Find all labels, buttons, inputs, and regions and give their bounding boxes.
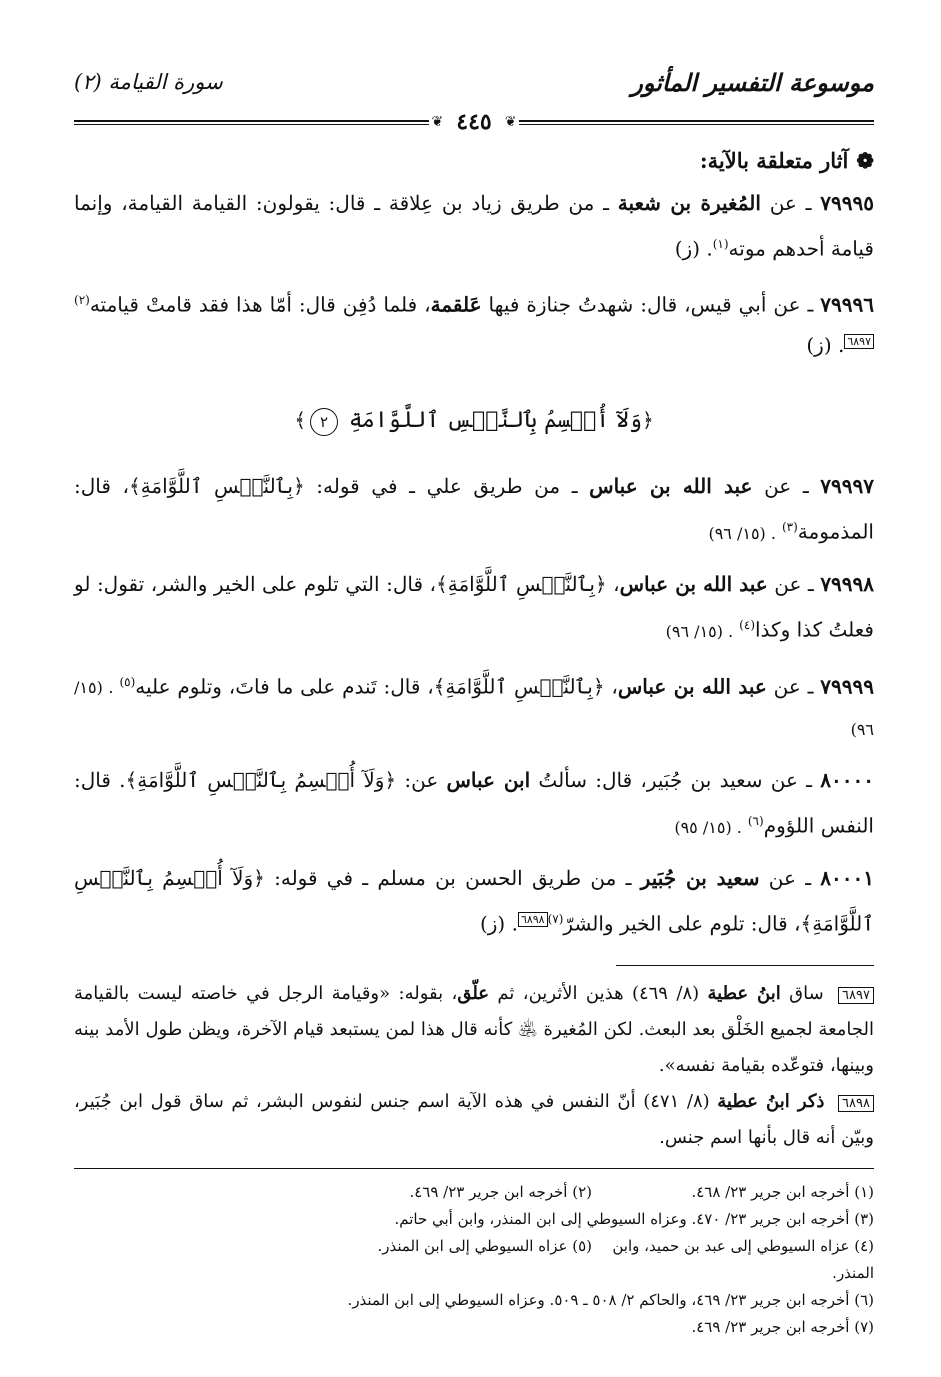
footnote-7: (٧) أخرجه ابن جرير ٢٣/ ٤٦٩. bbox=[691, 1317, 874, 1336]
header-line-right bbox=[519, 120, 874, 125]
flower-icon: ❁ bbox=[856, 148, 874, 173]
book-title: موسوعة التفسير المأثور bbox=[631, 68, 874, 97]
footnote-marker: (٣) bbox=[781, 520, 798, 535]
athar-tail: . (ز) bbox=[479, 911, 518, 936]
footnote-marker: (٢) bbox=[74, 292, 90, 307]
page-header bbox=[74, 60, 874, 135]
athar-number: ٧٩٩٩٦ bbox=[820, 292, 874, 317]
note-text bbox=[824, 1091, 832, 1112]
narrator-name: ابن عباس bbox=[446, 768, 531, 793]
athar-number: ٨٠٠٠٠ bbox=[820, 768, 874, 793]
verse-quote: ﴿بِٱلنَّفۡسِ ٱللَّوَّامَةِ﴾ bbox=[128, 474, 305, 499]
athar-text: ـ عن سعيد بن جُبَير، قال: سألتُ bbox=[530, 768, 821, 793]
surah-title: سورة القيامة (٢) bbox=[74, 70, 223, 94]
note-number-box: ٦٨٩٧ bbox=[838, 987, 874, 1004]
ornament-icon: ❦ bbox=[431, 114, 444, 130]
athar-text: ـ عن bbox=[767, 571, 821, 596]
verse-quote: ﴿وَلَآ أُقۡسِمُ بِٱلنَّفۡسِ ٱللَّوَّامَةِ﴾ bbox=[74, 865, 874, 936]
footnote-marker: (٧) bbox=[547, 911, 564, 926]
verse-close-bracket: ﴾ bbox=[294, 408, 307, 433]
volume-page-ref: . (١٥/ ٩٦) bbox=[708, 523, 776, 543]
ornament-icon: ❦ bbox=[504, 114, 517, 130]
athar-text: ـ من طريق علي ـ في قوله: bbox=[304, 474, 590, 499]
athar-text: ، قال: تَندم على ما فاتَ، وتلوم عليه bbox=[135, 674, 434, 699]
athar-text: ، bbox=[606, 571, 620, 596]
commentary-note bbox=[74, 1084, 874, 1156]
note-reference-box: ٦٨٩٧ bbox=[844, 334, 874, 349]
narrator-name: سعيد بن جُبَير bbox=[640, 865, 760, 890]
scholar-name: ذكر ابنُ عطية bbox=[717, 1090, 825, 1112]
athar-text: . قال: النفس اللؤوم bbox=[74, 768, 874, 838]
note-text: ، بقوله: «وقيامة الرجل في خاصته ليست بالقيامة الجامعة لجميع الخَلْق بعد البعث. لكن المُغيرة ﵁ كأنه قال هذا لمن يستبعد قيام الآخرة، ويظن طول الأمد بينه وبينها، فتوعّده بقيامة نفسه». bbox=[74, 982, 874, 1076]
athar-text: ، قال: المذمومة bbox=[74, 474, 874, 544]
note-text: (٨/ ٤٦٩) هذين الأثرين، ثم bbox=[489, 982, 708, 1004]
scholar-name: ابنُ عطية bbox=[707, 982, 781, 1004]
athar-text: ـ عن bbox=[766, 674, 821, 699]
verse-open-bracket: ﴿ bbox=[641, 408, 654, 433]
athar-paragraph bbox=[74, 760, 874, 848]
athar-text: ـ عن bbox=[752, 474, 821, 499]
note-text: (٨/ ٤٧١) أنّ النفس في هذه الآية اسم جنس لنفوس البشر، ثم ساق قول ابن جُبَير، وبيّن أنه قال بأنها اسم جنس. bbox=[74, 1090, 874, 1148]
quran-verse bbox=[74, 408, 874, 436]
page-number: ٤٤٥ bbox=[456, 109, 492, 135]
note-emphasis: علّق bbox=[457, 982, 490, 1004]
athar-paragraph bbox=[74, 662, 874, 751]
verse-number: ٢ bbox=[310, 408, 338, 436]
athar-text: ـ عن أبي قيس، قال: شهدتُ جنازة فيها bbox=[481, 292, 821, 317]
volume-page-ref: . (١٥/ ٩٥) bbox=[674, 817, 742, 837]
athar-tail: . (ز) bbox=[806, 333, 845, 358]
section-title bbox=[74, 148, 874, 173]
athar-text: ـ عن bbox=[759, 865, 821, 890]
volume-page-ref: . (١٥/ ٩٦) bbox=[665, 621, 734, 641]
footnote-1: (١) أخرجه ابن جرير ٢٣/ ٤٦٨. bbox=[691, 1182, 874, 1201]
footnotes-separator bbox=[74, 1168, 874, 1169]
footnote-3: (٣) أخرجه ابن جرير ٢٣/ ٤٧٠. وعزاه السيوطي إلى ابن المنذر، وابن أبي حاتم. bbox=[394, 1209, 874, 1228]
athar-number: ٧٩٩٩٧ bbox=[820, 474, 874, 499]
footnote-row bbox=[74, 1233, 874, 1287]
verse-text: وَلَآ أُقۡسِمُ بِٱلنَّفۡسِ ٱللَّوَّامَةِ bbox=[349, 408, 642, 434]
athar-paragraph bbox=[74, 183, 874, 270]
note-text: ساق bbox=[780, 982, 833, 1004]
commentary-note bbox=[74, 976, 874, 1084]
footnotes bbox=[74, 1179, 874, 1341]
notes-separator bbox=[616, 965, 874, 966]
narrator-name: عبد الله بن عباس bbox=[617, 674, 767, 699]
athar-number: ٨٠٠٠١ bbox=[820, 865, 875, 890]
athar-text: ـ من طريق الحسن بن مسلم ـ في قوله: bbox=[264, 865, 641, 890]
book-page bbox=[74, 60, 874, 1341]
verse-quote: ﴿بِٱلنَّفۡسِ ٱللَّوَّامَةِ﴾ bbox=[436, 571, 607, 596]
athar-text: ، قال: التي تلوم على الخير والشر، تقول: لو فعلتُ كذا وكذا bbox=[74, 571, 874, 642]
athar-number: ٧٩٩٩٩ bbox=[820, 674, 874, 699]
athar-text: ، فلما دُفِن قال: أمّا هذا فقد قامتْ قيامته bbox=[89, 292, 431, 317]
athar-text: ، قال: تلوم على الخير والشرّ bbox=[563, 911, 801, 936]
footnote-2: (٢) أخرجه ابن جرير ٢٣/ ٤٦٩. bbox=[409, 1182, 592, 1201]
athar-text: ـ من طريق زياد بن عِلاقة ـ قال: يقولون: القيامة القيامة، وإنما قيامة أحدهم موته bbox=[74, 191, 874, 261]
footnote-4: (٤) عزاه السيوطي إلى عبد بن حميد، وابن المنذر. bbox=[612, 1236, 874, 1282]
athar-paragraph bbox=[74, 564, 874, 652]
footnote-marker: (٤) bbox=[739, 617, 755, 632]
narrator-name: عَلقمة bbox=[430, 292, 482, 317]
footnote-marker: (١) bbox=[712, 237, 729, 251]
athar-number: ٧٩٩٩٨ bbox=[820, 571, 875, 596]
narrator-name: عبد الله بن عباس bbox=[589, 474, 753, 499]
header-rule bbox=[74, 109, 874, 135]
athar-paragraph bbox=[74, 466, 874, 554]
athar-number: ٧٩٩٩٥ bbox=[820, 191, 874, 215]
athar-paragraph bbox=[74, 858, 874, 945]
volume-page-ref: . (١٥/ ٩٦) bbox=[74, 678, 874, 740]
athar-paragraph bbox=[74, 280, 874, 367]
narrator-name: المُغيرة بن شعبة bbox=[617, 191, 761, 215]
athar-text: عن: bbox=[396, 768, 447, 793]
note-reference-box: ٦٨٩٨ bbox=[518, 912, 548, 927]
footnote-6: (٦) أخرجه ابن جرير ٢٣/ ٤٦٩، والحاكم ٢/ ٥٠٨ ـ ٥٠٩. وعزاه السيوطي إلى ابن المنذر. bbox=[347, 1290, 874, 1309]
verse-quote: ﴿وَلَآ أُقۡسِمُ بِٱلنَّفۡسِ ٱللَّوَّامَةِ﴾ bbox=[125, 768, 397, 793]
note-number-box: ٦٨٩٨ bbox=[838, 1095, 874, 1112]
athar-tail: . (ز) bbox=[674, 236, 713, 261]
footnote-5: (٥) عزاه السيوطي إلى ابن المنذر. bbox=[377, 1236, 592, 1255]
verse-quote: ﴿بِٱلنَّفۡسِ ٱللَّوَّامَةِ﴾ bbox=[433, 674, 605, 699]
header-line-left bbox=[74, 120, 429, 125]
footnote-marker: (٦) bbox=[747, 814, 764, 829]
athar-text: ، bbox=[604, 674, 618, 699]
section-title-text: آثار متعلقة بالآية: bbox=[699, 148, 849, 173]
narrator-name: عبد الله بن عباس bbox=[619, 571, 768, 596]
footnote-marker: (٥) bbox=[119, 674, 136, 689]
footnote-row bbox=[74, 1179, 874, 1206]
athar-text: ـ عن bbox=[760, 191, 821, 215]
